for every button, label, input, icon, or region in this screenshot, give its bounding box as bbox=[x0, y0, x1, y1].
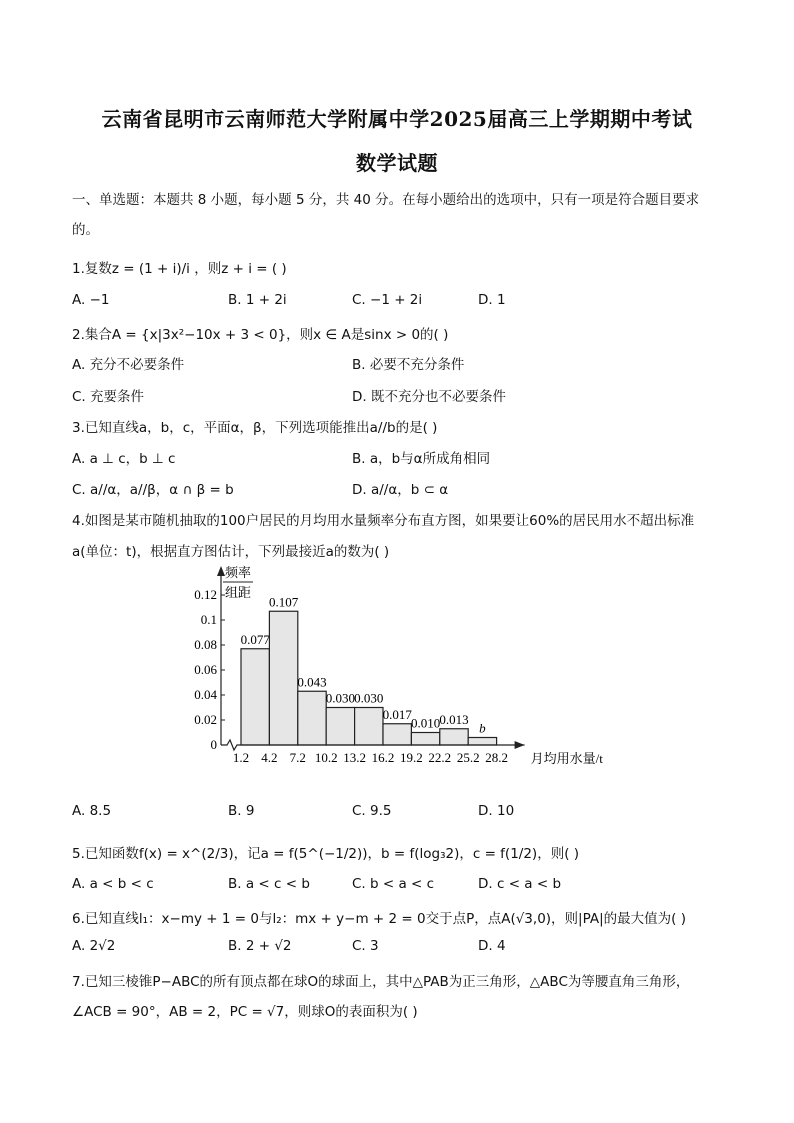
x-tick-label: 19.2 bbox=[400, 750, 423, 765]
q2-option-a: A. 充分不必要条件 bbox=[72, 357, 185, 373]
histogram-bar bbox=[241, 649, 269, 745]
q5-option-c: C. b < a < c bbox=[352, 876, 435, 892]
q2-option-c: C. 充要条件 bbox=[72, 389, 145, 405]
q3-option-a: A. a ⊥ c，b ⊥ c bbox=[72, 451, 176, 467]
q3-stem: 3.已知直线a，b，c，平面α，β，下列选项能推出a//b的是( ) bbox=[72, 420, 438, 436]
bar-value-label: 0.013 bbox=[439, 711, 469, 727]
q1-option-a: A. −1 bbox=[72, 292, 110, 308]
y-tick-label: 0.08 bbox=[194, 637, 217, 652]
x-tick-label: 13.2 bbox=[343, 750, 366, 765]
section-instructions-line1: 一、单选题：本题共 8 小题，每小题 5 分，共 40 分。在每小题给出的选项中，只有一项是符合题目要求 bbox=[72, 192, 700, 208]
x-tick-label: 4.2 bbox=[261, 750, 278, 765]
histogram-bar bbox=[440, 729, 468, 745]
bar-value-label: 0.030 bbox=[354, 690, 384, 706]
x-tick-label: 10.2 bbox=[314, 750, 338, 765]
q6-option-a: A. 2√2 bbox=[72, 938, 116, 954]
y-axis-label-top: 频率 bbox=[224, 565, 252, 580]
y-axis-arrow bbox=[217, 566, 225, 576]
x-tick-label: 22.2 bbox=[428, 750, 452, 765]
q7-stem-line2: ∠ACB = 90°，AB = 2，PC = √7，则球O的表面积为( ) bbox=[72, 1004, 418, 1020]
histogram-bar bbox=[326, 708, 354, 746]
histogram-bar bbox=[355, 708, 383, 746]
x-axis-label: 月均用水量/t bbox=[530, 751, 603, 766]
q7-stem-line1: 7.已知三棱锥P−ABC的所有顶点都在球O的球面上，其中△PAB为正三角形，△ABC为等腰直角三角形， bbox=[72, 974, 690, 990]
y-tick-label: 0.1 bbox=[200, 612, 217, 627]
q5-stem: 5.已知函数f(x) = x^(2/3)，记a = f(5^(−1/2))，b = f(log₃2)，c = f(1/2)，则( ) bbox=[72, 846, 580, 862]
bar-value-label: b bbox=[479, 720, 486, 736]
q6-stem: 6.已知直线l₁：x−my + 1 = 0与l₂：mx + y−m + 2 = 0交于点P，点A(√3,0)，则|PA|的最大值为( ) bbox=[72, 911, 686, 927]
q2-stem: 2.集合A = {x|3x²−10x + 3 < 0}，则x ∈ A是sinx > 0的( ) bbox=[72, 327, 449, 343]
histogram-bar bbox=[411, 733, 439, 746]
q4-option-c: C. 9.5 bbox=[352, 803, 392, 819]
q5-option-d: D. c < a < b bbox=[478, 876, 562, 892]
x-tick-label: 7.2 bbox=[289, 750, 306, 765]
exam-title: 云南省昆明市云南师范大学附属中学2025届高三上学期期中考试 bbox=[101, 107, 693, 131]
q5-option-b: B. a < c < b bbox=[228, 876, 310, 892]
histogram-bar bbox=[298, 691, 326, 745]
q4-stem-line1: 4.如图是某市随机抽取的100户居民的月均用水量频率分布直方图，如果要让60%的居民用水不超出标准 bbox=[72, 513, 695, 529]
histogram-chart bbox=[175, 560, 615, 775]
x-axis-arrow bbox=[515, 741, 525, 749]
q4-option-b: B. 9 bbox=[228, 803, 255, 819]
q2-option-b: B. 必要不充分条件 bbox=[352, 357, 465, 373]
q3-option-d: D. a//α，b ⊂ α bbox=[352, 482, 449, 498]
section-instructions-line2: 的。 bbox=[72, 222, 99, 238]
bar-value-label: 0.043 bbox=[297, 674, 327, 690]
q4-option-a: A. 8.5 bbox=[72, 803, 112, 819]
exam-subtitle: 数学试题 bbox=[356, 151, 438, 175]
bar-value-label: 0.010 bbox=[410, 715, 441, 731]
y-tick-label: 0.02 bbox=[194, 712, 217, 727]
y-tick-label: 0.12 bbox=[194, 587, 217, 602]
y-tick-label: 0 bbox=[210, 737, 217, 752]
q1-stem: 1.复数z = (1 + i)/i ，则z + i = ( ) bbox=[72, 261, 287, 277]
y-tick-label: 0.06 bbox=[194, 662, 217, 677]
q1-option-c: C. −1 + 2i bbox=[352, 292, 423, 308]
y-axis-label-bottom: 组距 bbox=[224, 585, 252, 600]
y-tick-label: 0.04 bbox=[194, 687, 217, 702]
histogram-bar bbox=[383, 724, 411, 745]
q1-option-d: D. 1 bbox=[478, 292, 506, 308]
histogram-bar bbox=[269, 611, 297, 745]
q3-option-b: B. a，b与α所成角相同 bbox=[352, 451, 491, 467]
q3-option-c: C. a//α，a//β，α ∩ β = b bbox=[72, 482, 234, 498]
q6-option-c: C. 3 bbox=[352, 938, 379, 954]
q4-option-d: D. 10 bbox=[478, 803, 515, 819]
q4-stem-line2: a(单位：t)，根据直方图估计，下列最接近a的数为( ) bbox=[72, 544, 390, 560]
x-tick-label: 25.2 bbox=[456, 750, 480, 765]
q6-option-b: B. 2 + √2 bbox=[228, 938, 292, 954]
q5-option-a: A. a < b < c bbox=[72, 876, 154, 892]
q1-option-b: B. 1 + 2i bbox=[228, 292, 287, 308]
bar-value-label: 0.077 bbox=[240, 631, 270, 647]
bar-value-label: 0.107 bbox=[268, 594, 299, 610]
q6-option-d: D. 4 bbox=[478, 938, 506, 954]
bar-value-label: 0.017 bbox=[382, 706, 412, 722]
q2-option-d: D. 既不充分也不必要条件 bbox=[352, 389, 506, 405]
histogram-bar bbox=[468, 738, 496, 746]
x-tick-label: 16.2 bbox=[371, 750, 395, 765]
x-tick-label: 28.2 bbox=[485, 750, 508, 765]
x-tick-label: 1.2 bbox=[232, 750, 250, 765]
bar-value-label: 0.030 bbox=[325, 690, 356, 706]
